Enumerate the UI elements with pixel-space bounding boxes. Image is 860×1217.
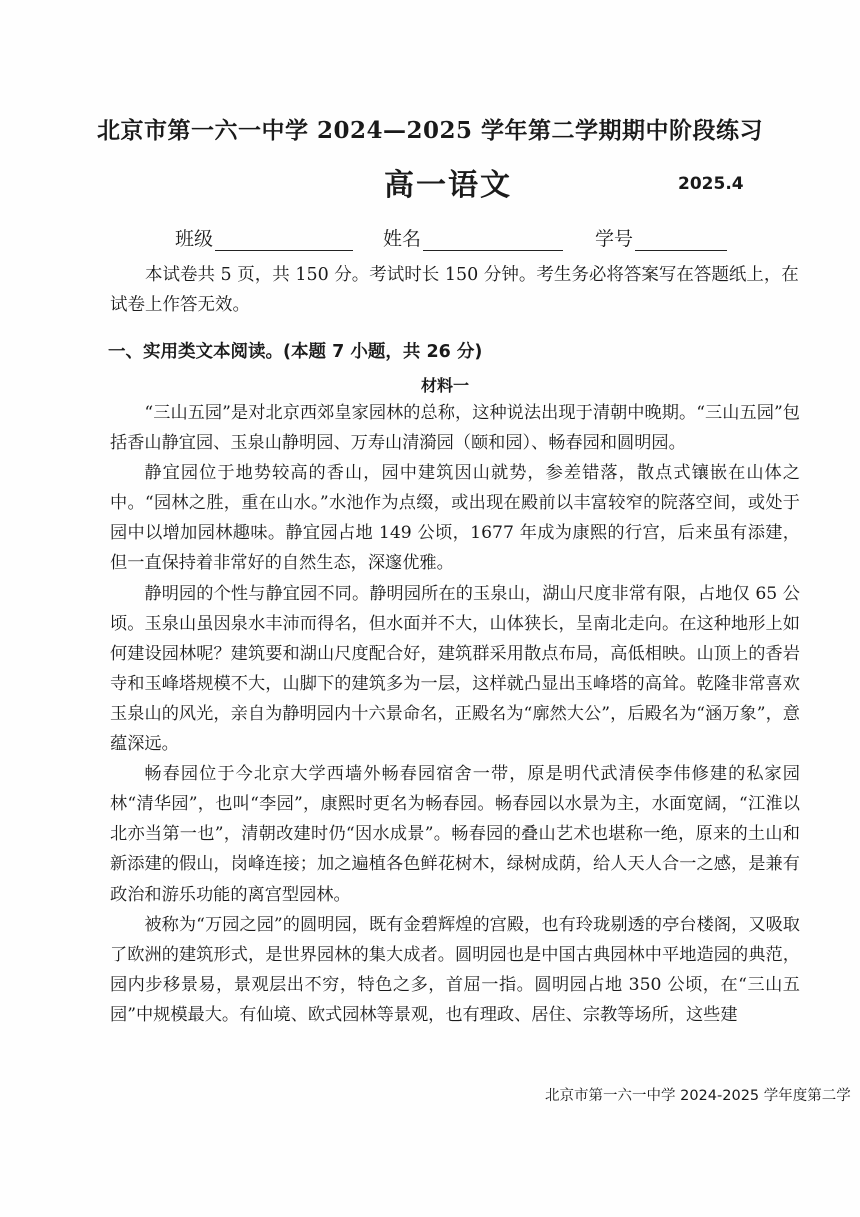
page-footer: 北京市第一六一中学 2024-2025 学年度第二学 xyxy=(545,1088,851,1104)
student-id-blank[interactable] xyxy=(635,230,727,251)
name-label: 姓名 xyxy=(383,228,422,250)
paragraph: 被称为“万园之园”的圆明园，既有金碧辉煌的宫殿，也有玲珑剔透的亭台楼阁，又吸取了欧洲的建筑形式，是世界园林的集大成者。圆明园也是中国古典园林中平地造园的典范，园内步移景易，景观层出不穷，特色之多，首屈一指。圆明园占地 350 公顷，在“三山五园”中规模最大。有仙境、欧式园林等景观，也有理政、居住、宗教等场所，这些建 xyxy=(110,914,800,1025)
name-field xyxy=(383,224,563,251)
class-field xyxy=(175,224,353,251)
subject-line xyxy=(0,160,860,203)
student-id-label: 学号 xyxy=(595,228,634,250)
class-label: 班级 xyxy=(175,228,214,250)
subject-title: 高一语文 xyxy=(384,168,512,203)
student-info-line xyxy=(175,224,727,251)
exam-date: 2025.4 xyxy=(678,174,744,194)
paragraph: 畅春园位于今北京大学西墙外畅春园宿舍一带，原是明代武清侯李伟修建的私家园林“清华园”，也叫“李园”，康熙时更名为畅春园。畅春园以水景为主，水面宽阔，“江淮以北亦当第一也”，清朝改建时仍“因水成景”。畅春园的叠山艺术也堪称一绝，原来的土山和新添建的假山，岗峰连接；加之遍植各色鲜花树木，绿树成荫，给人天人合一之感，是兼有政治和游乐功能的离宫型园林。 xyxy=(110,764,800,905)
student-id-field xyxy=(595,224,727,251)
exam-instructions: 本试卷共 5 页，共 150 分。考试时长 150 分钟。考生务必将答案写在答题纸上，在试卷上作答无效。 xyxy=(110,265,799,315)
class-blank[interactable] xyxy=(215,230,353,251)
section-heading: 一、实用类文本阅读。(本题 7 小题，共 26 分) xyxy=(108,342,483,362)
material-body xyxy=(110,398,800,1030)
name-blank[interactable] xyxy=(423,230,563,251)
material-title: 材料一 xyxy=(420,376,469,395)
paragraph: “三山五园”是对北京西郊皇家园林的总称，这种说法出现于清朝中晚期。“三山五园”包括香山静宜园、玉泉山静明园、万寿山清漪园（颐和园）、畅春园和圆明园。 xyxy=(110,403,800,454)
paragraph: 静明园的个性与静宜园不同。静明园所在的玉泉山，湖山尺度非常有限，占地仅 65 公顷。玉泉山虽因泉水丰沛而得名，但水面并不大，山体狭长，呈南北走向。在这种地形上如何建设园林呢？建筑要和湖山尺度配合好，建筑群采用散点布局，高低相映。山顶上的香岩寺和玉峰塔规模不大，山脚下的建筑多为一层，这样就凸显出玉峰塔的高耸。乾隆非常喜欢玉泉山的风光，亲自为静明园内十六景命名，正殿名为“廓然大公”，后殿名为“涵万象”，意蕴深远。 xyxy=(110,583,800,755)
exam-title: 北京市第一六一中学 2024—2025 学年第二学期期中阶段练习 xyxy=(96,117,764,144)
paragraph: 静宜园位于地势较高的香山，园中建筑因山就势，参差错落，散点式镶嵌在山体之中。“园林之胜，重在山水。”水池作为点缀，或出现在殿前以丰富较窄的院落空间，或处于园中以增加园林趣味。静宜园占地 149 公顷，1677 年成为康熙的行宫，后来虽有添建，但一直保持着非常好的自然生态，深邃优雅。 xyxy=(110,463,800,574)
